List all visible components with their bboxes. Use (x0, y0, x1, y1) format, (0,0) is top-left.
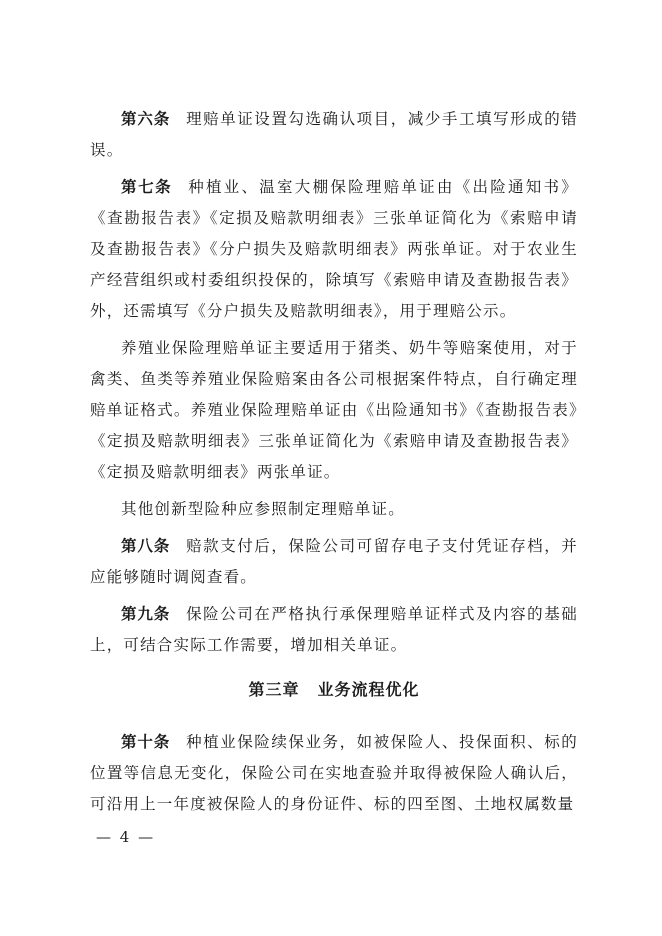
article-10-text: 种植业保险续保业务，如被保险人、投保面积、标的位置等信息无变化，保险公司在实地查验并取得被保险人确认后，可沿用上一年度被保险人的身份证件、标的四至图、土地权属数量 (90, 733, 578, 813)
article-7-paragraph-2: 养殖业保险理赔单证主要适用于猪类、奶牛等赔案使用，对于禽类、鱼类等养殖业保险赔案由各公司根据案件特点，自行确定理赔单证格式。养殖业保险理赔单证由《出险通知书》《查勘报告表》《定损及赔款明细表》三张单证简化为《索赔申请及查勘报告表》《定损及赔款明细表》两张单证。 (90, 339, 578, 481)
article-6-label: 第六条 (121, 110, 171, 128)
article-10-label: 第十条 (121, 733, 171, 751)
article-7-paragraph-3: 其他创新型险种应参照制定理赔单证。 (121, 500, 405, 518)
article-7-text: 种植业、温室大棚保险理赔单证由《出险通知书》《查勘报告表》《定损及赔款明细表》三张单证简化为《索赔申请及查勘报告表》《分户损失及赔款明细表》两张单证。对于农业生产经营组织或村委组织投保的，除填写《索赔申请及查勘报告表》外，还需填写《分户损失及赔款明细表》，用于理赔公示。 (90, 178, 578, 320)
article-6-text: 理赔单证设置勾选确认项目，减少手工填写形成的错误。 (90, 110, 578, 159)
chapter-title: 业务流程优化 (317, 680, 420, 699)
article-9 (90, 599, 578, 661)
chapter-number: 第三章 (248, 680, 300, 699)
article-8-text: 赔款支付后，保险公司可留存电子支付凭证存档，并应能够随时调阅查看。 (90, 537, 578, 586)
article-8 (90, 531, 578, 593)
chapter-heading (90, 675, 578, 705)
article-8-label: 第八条 (121, 537, 171, 555)
article-7-label: 第七条 (121, 178, 173, 196)
article-10 (90, 727, 578, 820)
document-page (90, 104, 578, 826)
article-7 (90, 172, 578, 327)
article-6 (90, 104, 578, 166)
article-9-label: 第九条 (121, 605, 171, 623)
article-9-text: 保险公司在严格执行承保理赔单证样式及内容的基础上，可结合实际工作需要，增加相关单证。 (90, 605, 578, 654)
page-number: — 4 — (96, 828, 156, 846)
